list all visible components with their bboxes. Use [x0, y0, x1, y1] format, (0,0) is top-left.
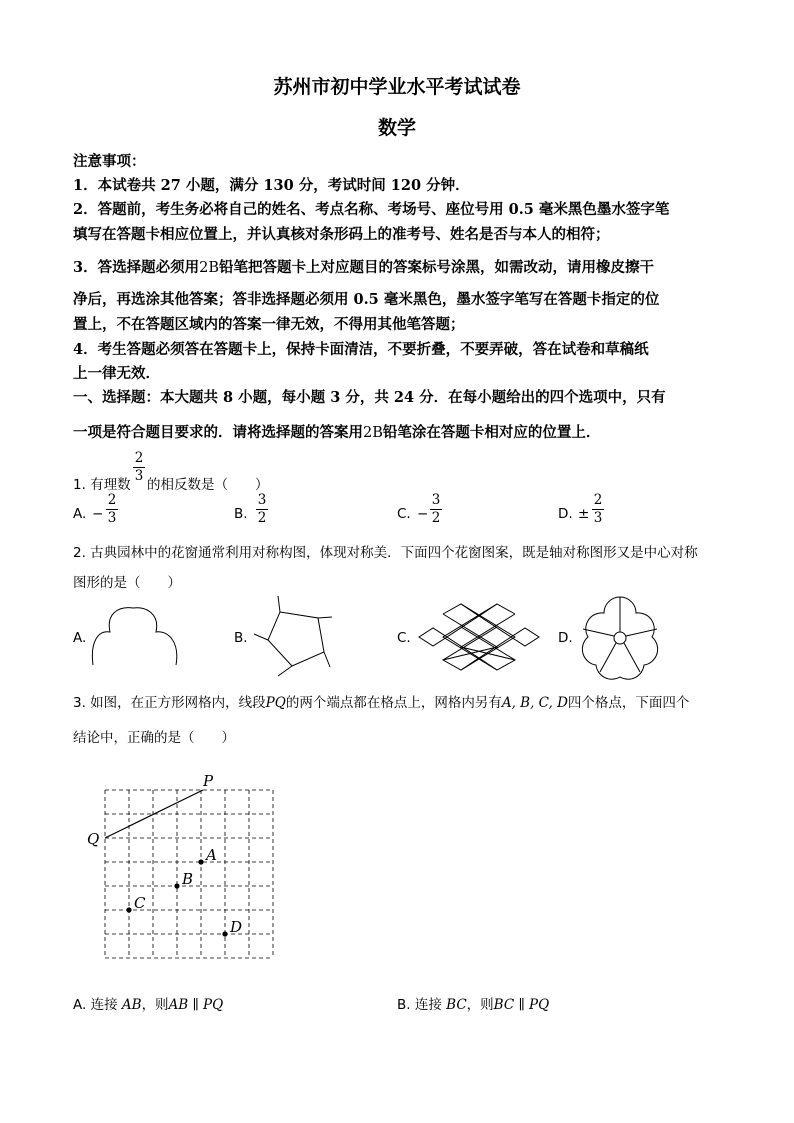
q3-grid-figure	[82, 770, 282, 970]
exam-title: 苏州市初中学业水平考试试卷	[273, 76, 521, 98]
notice-item-1: 1．本试卷共 27 小题，满分 130 分，考试时间 120 分钟．	[73, 177, 470, 194]
notice-item-3-line2: 净后，再选涂其他答案；答非选择题必须用 0.5 毫米黑色，墨水签字笔写在答题卡指定的位	[73, 291, 660, 308]
notice-item-4-line1: 4．考生答题必须答在答题卡上，保持卡面清洁，不要折叠，不要弄破，答在试卷和草稿纸	[73, 341, 649, 358]
q3-line2: 结论中，正确的是（ ）	[73, 730, 235, 746]
q1-stem-a: 1. 有理数	[73, 477, 131, 493]
q1-option-b-label: B.	[234, 506, 248, 522]
point-d	[222, 931, 227, 936]
q1-option-d-fraction: 2 3	[593, 492, 603, 526]
q2-option-d-label: D.	[558, 630, 573, 646]
section1-line1: 一、选择题：本大题共 8 小题，每小题 3 分，共 24 分．在每小题给出的四个选项中，只有	[73, 389, 666, 406]
notice-item-3-line3: 置上，不在答题区域内的答案一律无效，不得用其他笔答题；	[73, 316, 465, 333]
point-c	[126, 907, 131, 912]
q2-line1: 2. 古典园林中的花窗通常利用对称构图，体现对称美．下面四个花窗图案，既是轴对称图形又是中心对称	[73, 545, 698, 561]
q2-option-a-figure	[88, 602, 188, 672]
section1-line2: 一项是符合题目要求的．请将选择题的答案用2B铅笔涂在答题卡相对应的位置上．	[73, 424, 601, 441]
q3-line1: 3. 如图，在正方形网格内，线段PQ的两个端点都在格点上，网格内另有A, B, C, D四个格点，下面四个	[73, 695, 690, 711]
q3-option-a: A. 连接 AB，则AB ∥ PQ	[73, 997, 224, 1013]
q1-option-a-label: A.	[73, 506, 87, 522]
q1-option-a-sign: −	[92, 506, 104, 522]
label-c: C	[134, 894, 146, 912]
point-a	[198, 859, 203, 864]
q2-option-c-figure	[414, 600, 544, 674]
label-p: P	[203, 772, 214, 790]
notice-item-2-line1: 2．答题前，考生务必将自己的姓名、考点名称、考场号、座位号用 0.5 毫米黑色墨水签字笔	[73, 201, 670, 218]
label-q: Q	[87, 830, 100, 848]
q1-stem-fraction: 2 3	[134, 450, 144, 484]
q1-option-c-sign: −	[417, 506, 429, 522]
notice-heading: 注意事项：	[73, 153, 146, 170]
q3-option-b: B. 连接 BC，则BC ∥ PQ	[397, 997, 550, 1013]
q2-option-c-label: C.	[397, 630, 411, 646]
label-d: D	[230, 918, 243, 936]
notice-item-3-line1: 3．答选择题必须用2B铅笔把答题卡上对应题目的答案标号涂黑，如需改动，请用橡皮擦干	[73, 259, 654, 276]
q2-line2: 图形的是（ ）	[73, 575, 181, 591]
notice-item-4-line2: 上一律无效．	[73, 365, 160, 382]
q2-option-b-label: B.	[234, 630, 248, 646]
q1-option-c-label: C.	[397, 506, 411, 522]
q1-stem-b: 的相反数是（ ）	[147, 477, 269, 493]
q1-option-a-fraction: 2 3	[107, 492, 117, 526]
label-a: A	[206, 846, 217, 864]
point-b	[174, 883, 179, 888]
q2-option-a-label: A.	[73, 630, 87, 646]
subject-title: 数学	[377, 117, 416, 139]
label-b: B	[182, 870, 194, 888]
q2-option-b-figure	[250, 594, 340, 684]
q2-option-d-figure	[574, 593, 666, 683]
q1-option-d-label: D.	[558, 506, 573, 522]
q1-option-c-fraction: 3 2	[431, 492, 441, 526]
notice-item-2-line2: 填写在答题卡相应位置上，并认真核对条形码上的准考号、姓名是否与本人的相符；	[73, 226, 610, 243]
q1-option-b-fraction: 3 2	[257, 492, 267, 526]
q1-option-d-sign: ±	[578, 506, 590, 522]
